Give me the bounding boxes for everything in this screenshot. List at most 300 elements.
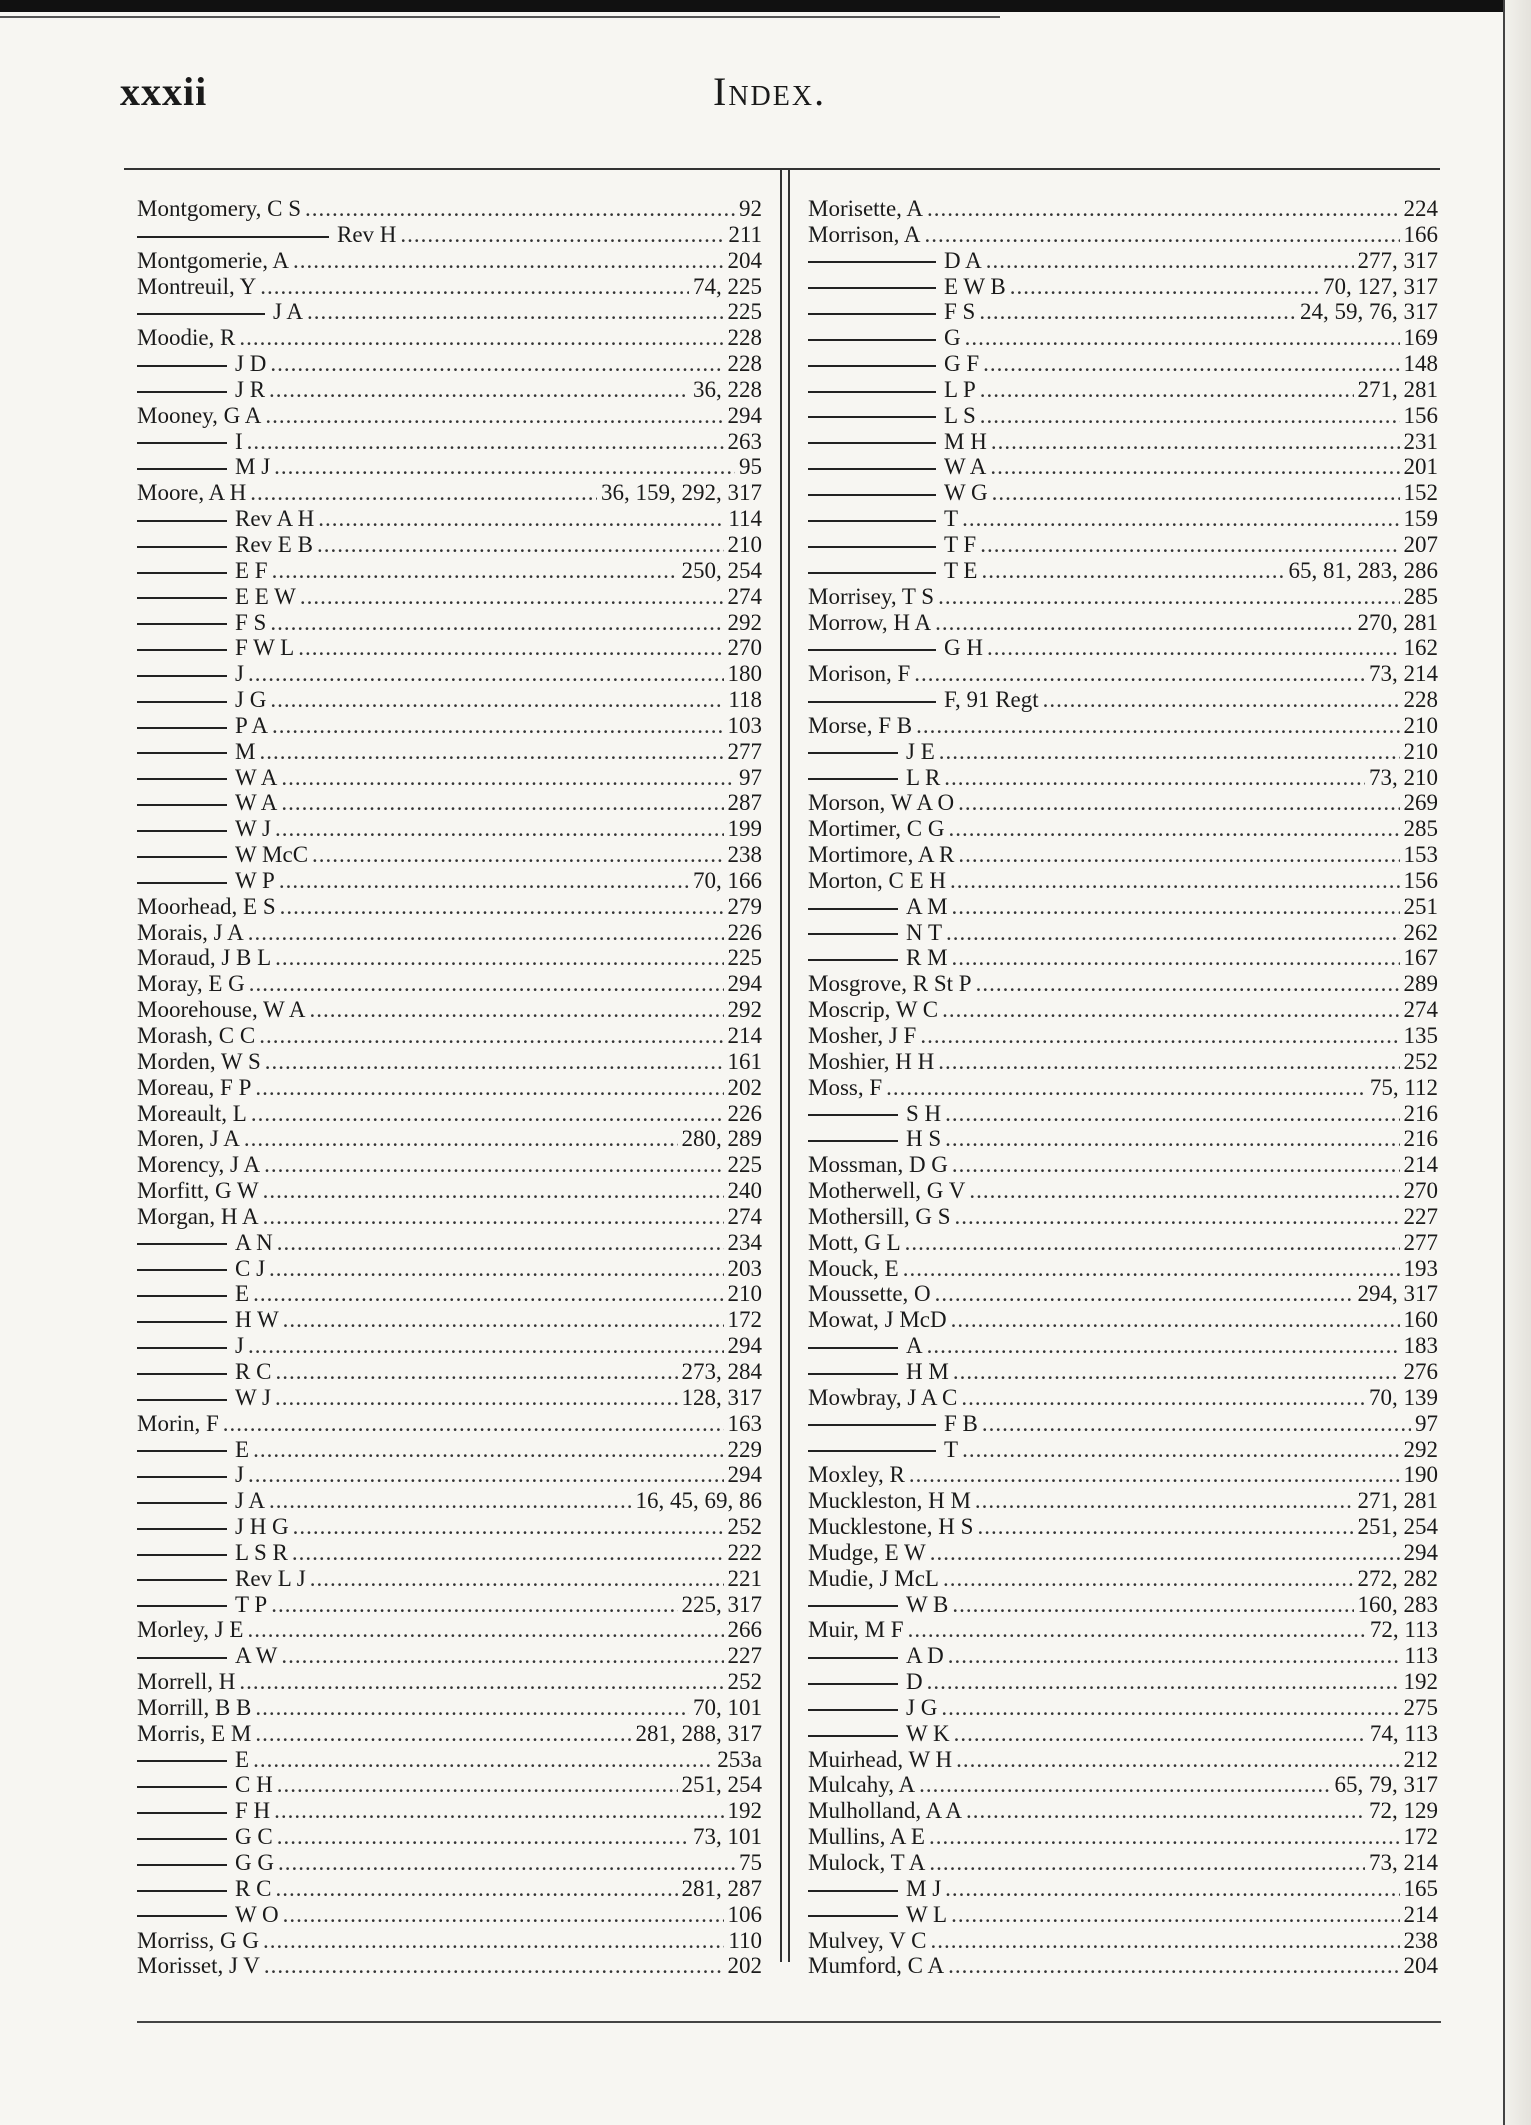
leader-dots — [939, 739, 1400, 765]
entry-name — [137, 1540, 288, 1566]
entry-pages: 224 — [1403, 196, 1438, 221]
entry-pages: 294 — [727, 971, 762, 997]
index-entry — [808, 816, 1438, 842]
index-entry — [808, 920, 1438, 946]
entry-name — [808, 1023, 916, 1049]
repeat-dash — [137, 236, 329, 238]
entry-name — [137, 506, 314, 532]
entry-pages: 216 — [1403, 1126, 1438, 1152]
leader-dots — [962, 506, 1399, 532]
index-entry — [808, 661, 1438, 687]
repeat-dash — [137, 1812, 227, 1814]
leader-dots — [945, 1876, 1399, 1902]
entry-pages: 160 — [1403, 1307, 1438, 1333]
leader-dots — [271, 1592, 677, 1618]
repeat-dash — [137, 701, 227, 703]
entry-name — [137, 610, 266, 636]
index-entry — [137, 661, 762, 687]
entry-name-text: M J — [235, 454, 271, 480]
entry-pages: 214 — [1403, 1152, 1438, 1178]
entry-name-text: Moreault, L — [137, 1100, 247, 1126]
entry-name-text: J A — [273, 299, 304, 325]
entry-name-text: Mossman, D G — [808, 1152, 948, 1178]
repeat-dash — [808, 1605, 898, 1607]
repeat-dash — [137, 1890, 227, 1892]
entry-name — [808, 1178, 965, 1204]
entry-name — [137, 765, 277, 791]
repeat-dash — [808, 1140, 898, 1142]
index-entry — [808, 1126, 1438, 1152]
entry-name — [808, 351, 979, 377]
entry-name-text: E — [235, 1281, 250, 1307]
leader-dots — [307, 299, 723, 325]
leader-dots — [263, 1178, 724, 1204]
entry-name-text: Mothersill, G S — [808, 1203, 951, 1229]
entry-pages: 228 — [1403, 687, 1438, 713]
repeat-dash — [137, 442, 227, 444]
leader-dots — [966, 1798, 1365, 1824]
entry-name-text: Mortimore, A R — [808, 842, 955, 868]
index-entry — [137, 1695, 762, 1721]
index-entry — [808, 1023, 1438, 1049]
repeat-dash — [137, 391, 227, 393]
entry-name — [808, 1152, 948, 1178]
index-entry — [808, 1902, 1438, 1928]
leader-dots — [962, 1437, 1399, 1463]
leader-dots — [909, 1462, 1400, 1488]
leader-dots — [270, 687, 724, 713]
entry-name-text: Mortimer, C G — [808, 816, 945, 842]
leader-dots — [249, 971, 724, 997]
leader-dots — [946, 920, 1400, 946]
leader-dots — [982, 1411, 1411, 1437]
entry-name-text: H M — [906, 1358, 949, 1384]
entry-name — [137, 1514, 289, 1540]
repeat-dash — [137, 675, 227, 677]
repeat-dash — [808, 1683, 898, 1685]
entry-name-text: Rev L J — [235, 1565, 306, 1591]
leader-dots — [1043, 687, 1400, 713]
entry-name — [808, 1411, 978, 1437]
entry-name — [808, 1256, 899, 1282]
entry-name-text: Mooney, G A — [137, 402, 262, 428]
repeat-dash — [137, 468, 227, 470]
entry-pages: 202 — [727, 1074, 762, 1100]
entry-pages: 73, 101 — [693, 1824, 762, 1850]
entry-name-text: G H — [944, 635, 983, 661]
entry-pages: 228 — [727, 351, 762, 377]
entry-name — [808, 1798, 962, 1824]
entry-name — [808, 765, 940, 791]
entry-name-text: Mosher, J F — [808, 1023, 917, 1048]
repeat-dash — [137, 572, 227, 574]
index-entry — [137, 584, 762, 610]
index-entry — [808, 584, 1438, 610]
entry-pages: 216 — [1403, 1100, 1438, 1126]
index-entry — [808, 1953, 1438, 1979]
entry-name-text: C J — [235, 1255, 266, 1281]
index-entry — [137, 1953, 762, 1979]
index-entry — [808, 1230, 1438, 1256]
leader-dots — [930, 1540, 1400, 1566]
index-entry — [808, 480, 1438, 506]
entry-name — [137, 248, 289, 274]
repeat-dash — [137, 1295, 227, 1297]
entry-name-text: Mosgrove, R St P — [808, 971, 972, 997]
index-entry — [137, 790, 762, 816]
repeat-dash — [808, 933, 898, 935]
entry-pages: 251, 254 — [681, 1772, 762, 1798]
entry-name — [808, 1902, 947, 1928]
leader-dots — [277, 1772, 678, 1798]
index-entry — [137, 558, 762, 584]
repeat-dash — [137, 856, 227, 858]
leader-dots — [281, 765, 735, 791]
entry-name-text: H S — [906, 1126, 942, 1152]
entry-pages: 202 — [727, 1953, 762, 1979]
entry-name-text: M J — [906, 1875, 942, 1901]
entry-name-text: Morrison, A — [808, 221, 921, 247]
leader-dots — [948, 1643, 1401, 1669]
entry-name-text: C H — [235, 1772, 273, 1798]
repeat-dash — [137, 1399, 227, 1401]
repeat-dash — [137, 365, 227, 367]
leader-dots — [903, 1256, 1400, 1282]
entry-name — [137, 222, 396, 248]
entry-pages: 210 — [1403, 712, 1438, 738]
index-entry — [137, 1772, 762, 1798]
repeat-dash — [137, 1760, 227, 1762]
entry-name — [137, 454, 270, 480]
leader-dots — [300, 584, 724, 610]
repeat-dash — [808, 546, 936, 548]
index-entry — [808, 1876, 1438, 1902]
entry-pages: 210 — [1403, 738, 1438, 764]
leader-dots — [948, 1953, 1399, 1979]
entry-name-text: Moscrip, W C — [808, 997, 939, 1023]
entry-name — [137, 325, 235, 351]
entry-name — [808, 920, 942, 946]
entry-name — [137, 1049, 261, 1075]
entry-name-text: Rev E B — [235, 531, 313, 557]
entry-name-text: J — [235, 1462, 244, 1488]
entry-name — [808, 1204, 950, 1230]
entry-name — [808, 945, 948, 971]
entry-pages: 210 — [727, 1281, 762, 1307]
index-entry — [137, 1488, 762, 1514]
entry-name — [137, 1902, 279, 1928]
entry-pages: 274 — [727, 1203, 762, 1229]
index-entry — [137, 687, 762, 713]
entry-name — [808, 480, 988, 506]
index-entry — [137, 1876, 762, 1902]
index-entry — [137, 1902, 762, 1928]
leader-dots — [269, 377, 689, 403]
entry-name-text: Moxley, R — [808, 1462, 905, 1488]
leader-dots — [244, 1126, 678, 1152]
repeat-dash — [137, 727, 227, 729]
leader-dots — [293, 1514, 724, 1540]
index-entry — [808, 1152, 1438, 1178]
entry-name-text: Moray, E G — [137, 971, 245, 997]
entry-name-text: G G — [235, 1850, 274, 1875]
index-entry — [137, 635, 762, 661]
index-entry — [137, 1101, 762, 1127]
entry-name-text: Mulock, T A — [808, 1850, 926, 1875]
entry-pages: 269 — [1403, 790, 1438, 816]
leader-dots — [952, 1152, 1400, 1178]
repeat-dash — [137, 1269, 227, 1271]
index-entry — [808, 1798, 1438, 1824]
entry-name-text: Mudie, J McL — [808, 1565, 939, 1591]
index-entry — [137, 274, 762, 300]
entry-name — [137, 558, 268, 584]
index-entry — [137, 1385, 762, 1411]
index-entry — [137, 868, 762, 894]
leader-dots — [305, 196, 735, 222]
entry-name-text: W A — [235, 790, 278, 816]
entry-pages: 266 — [727, 1617, 762, 1643]
index-entry — [137, 1592, 762, 1618]
entry-name-text: T F — [944, 531, 977, 557]
repeat-dash — [808, 520, 936, 522]
repeat-dash — [137, 1373, 227, 1375]
index-entry — [137, 997, 762, 1023]
entry-pages: 240 — [727, 1178, 762, 1204]
leader-dots — [275, 1385, 678, 1411]
index-entry — [808, 1178, 1438, 1204]
entry-name-text: Mudge, E W — [808, 1539, 926, 1565]
entry-name — [137, 532, 313, 558]
entry-name-text: T — [944, 1436, 959, 1462]
leader-dots — [987, 635, 1400, 661]
entry-name-text: Morse, F B — [808, 712, 913, 738]
entry-name-text: W McC — [235, 842, 309, 868]
entry-name — [137, 1152, 260, 1178]
leader-dots — [919, 1772, 1330, 1798]
leader-dots — [253, 1747, 713, 1773]
entry-name — [137, 377, 265, 403]
leader-dots — [265, 403, 723, 429]
leader-dots — [255, 1695, 689, 1721]
index-entry — [808, 1695, 1438, 1721]
repeat-dash — [137, 830, 227, 832]
entry-name-text: G C — [235, 1824, 273, 1850]
leader-dots — [983, 351, 1399, 377]
entry-pages: 229 — [727, 1436, 762, 1462]
entry-pages: 251 — [1403, 893, 1438, 919]
leader-dots — [929, 1824, 1400, 1850]
entry-name-text: R C — [235, 1875, 272, 1901]
repeat-dash — [808, 572, 936, 574]
leader-dots — [248, 661, 724, 687]
leader-dots — [943, 1566, 1354, 1592]
entry-name — [808, 584, 934, 610]
entry-name-text: Morisette, A — [808, 196, 923, 221]
entry-pages: 210 — [727, 531, 762, 557]
entry-pages: 277 — [727, 738, 762, 764]
repeat-dash — [808, 1347, 898, 1349]
index-entry — [137, 713, 762, 739]
entry-pages: 275 — [1403, 1694, 1438, 1720]
entry-name-text: Moorehouse, W A — [137, 997, 306, 1023]
entry-name — [137, 713, 268, 739]
leader-dots — [223, 1411, 724, 1437]
leader-dots — [280, 894, 724, 920]
entry-name-text: Morgan, H A — [137, 1203, 259, 1229]
entry-pages: 228 — [727, 325, 762, 351]
index-entry — [808, 558, 1438, 584]
leader-dots — [255, 1075, 723, 1101]
index-entry — [137, 429, 762, 455]
entry-name — [808, 739, 935, 765]
entry-name-text: M H — [944, 428, 987, 454]
leader-dots — [298, 635, 723, 661]
entry-name — [137, 1798, 270, 1824]
entry-name — [137, 429, 243, 455]
entry-name — [137, 1462, 244, 1488]
entry-name-text: Morden, W S — [137, 1048, 261, 1074]
entry-pages: 172 — [727, 1307, 762, 1333]
repeat-dash — [808, 391, 936, 393]
leader-dots — [924, 222, 1399, 248]
repeat-dash — [137, 1243, 227, 1245]
entry-name — [808, 1643, 944, 1669]
entry-name — [137, 1307, 279, 1333]
leader-dots — [958, 790, 1399, 816]
entry-name-text: W J — [235, 1384, 271, 1410]
entry-name-text: D — [906, 1669, 923, 1695]
footer-rule — [137, 2021, 1441, 2023]
index-entry — [808, 945, 1438, 971]
leader-dots — [954, 1721, 1366, 1747]
entry-name — [808, 454, 986, 480]
index-entry — [808, 971, 1438, 997]
index-entry — [137, 1126, 762, 1152]
entry-pages: 226 — [727, 1100, 762, 1126]
leader-dots — [274, 1798, 723, 1824]
entry-name-text: Morash, C C — [137, 1023, 256, 1048]
entry-name-text: R M — [906, 945, 948, 971]
entry-pages: 172 — [1403, 1824, 1438, 1850]
index-entry — [808, 713, 1438, 739]
entry-name-text: F H — [235, 1798, 271, 1824]
entry-pages: 118 — [728, 687, 762, 713]
entry-name — [808, 403, 976, 429]
entry-name — [137, 403, 261, 429]
index-entry — [808, 1643, 1438, 1669]
index-entry — [808, 739, 1438, 765]
index-entry — [137, 454, 762, 480]
entry-pages: 97 — [739, 764, 762, 790]
leader-dots — [278, 1850, 735, 1876]
leader-dots — [283, 1307, 724, 1333]
index-entry — [808, 1049, 1438, 1075]
page-number: xxxii — [120, 69, 208, 114]
index-entry — [808, 1437, 1438, 1463]
index-entry — [137, 403, 762, 429]
entry-name-text: S H — [906, 1100, 942, 1126]
entry-name — [808, 222, 920, 248]
entry-pages: 251, 254 — [1357, 1514, 1438, 1540]
entry-pages: 36, 228 — [693, 376, 762, 402]
leader-dots — [293, 248, 723, 274]
repeat-dash — [137, 1528, 227, 1530]
leader-dots — [948, 816, 1399, 842]
index-entry — [137, 920, 762, 946]
entry-name-text: W G — [944, 480, 988, 506]
leader-dots — [950, 868, 1400, 894]
repeat-dash — [137, 1476, 227, 1478]
entry-pages: 262 — [1403, 919, 1438, 945]
top-thin-rule — [0, 16, 1000, 18]
index-entry — [808, 1385, 1438, 1411]
entry-pages: 110 — [728, 1927, 762, 1953]
leader-dots — [255, 1721, 631, 1747]
entry-pages: 225 — [727, 1152, 762, 1178]
entry-name-text: J — [235, 661, 244, 687]
index-entry — [137, 1307, 762, 1333]
entry-name — [137, 1617, 243, 1643]
entry-name — [137, 1178, 259, 1204]
index-entry — [137, 1437, 762, 1463]
column-divider — [780, 170, 790, 1962]
entry-name-text: Morison, F — [808, 661, 911, 687]
leader-dots — [927, 196, 1400, 222]
repeat-dash — [808, 261, 936, 263]
index-entry — [137, 1721, 762, 1747]
leader-dots — [310, 1566, 724, 1592]
entry-name — [808, 610, 931, 636]
entry-pages: 103 — [727, 712, 762, 738]
entry-pages: 285 — [1403, 816, 1438, 842]
entry-name — [808, 1281, 931, 1307]
index-entry — [137, 945, 762, 971]
index-entry — [808, 454, 1438, 480]
index-entry — [808, 351, 1438, 377]
entry-name-text: J H G — [235, 1514, 289, 1540]
leader-dots — [938, 584, 1399, 610]
entry-name — [137, 739, 255, 765]
index-entry — [808, 868, 1438, 894]
entry-pages: 114 — [728, 506, 762, 532]
index-entry — [808, 532, 1438, 558]
repeat-dash — [808, 649, 936, 651]
entry-pages: 263 — [727, 428, 762, 454]
entry-name — [808, 1049, 934, 1075]
entry-pages: 160, 283 — [1357, 1591, 1438, 1617]
entry-pages: 294 — [727, 1462, 762, 1488]
leader-dots — [1010, 274, 1319, 300]
index-entry — [808, 196, 1438, 222]
entry-pages: 190 — [1403, 1462, 1438, 1488]
entry-pages: 36, 159, 292, 317 — [601, 480, 762, 506]
entry-pages: 292 — [1403, 1436, 1438, 1462]
entry-name — [808, 1359, 949, 1385]
entry-name-text: L S R — [235, 1539, 288, 1565]
entry-name — [808, 790, 954, 816]
index-entry — [137, 1023, 762, 1049]
leader-dots — [958, 842, 1399, 868]
entry-name-text: Morrell, H — [137, 1669, 236, 1695]
entry-name — [808, 1566, 939, 1592]
entry-pages: 287 — [727, 790, 762, 816]
entry-name-text: Mulholland, A A — [808, 1798, 962, 1824]
index-entry — [137, 196, 762, 222]
entry-name-text: W A — [944, 454, 987, 480]
entry-pages: 72, 113 — [1369, 1617, 1438, 1643]
entry-name-text: A D — [906, 1643, 944, 1669]
